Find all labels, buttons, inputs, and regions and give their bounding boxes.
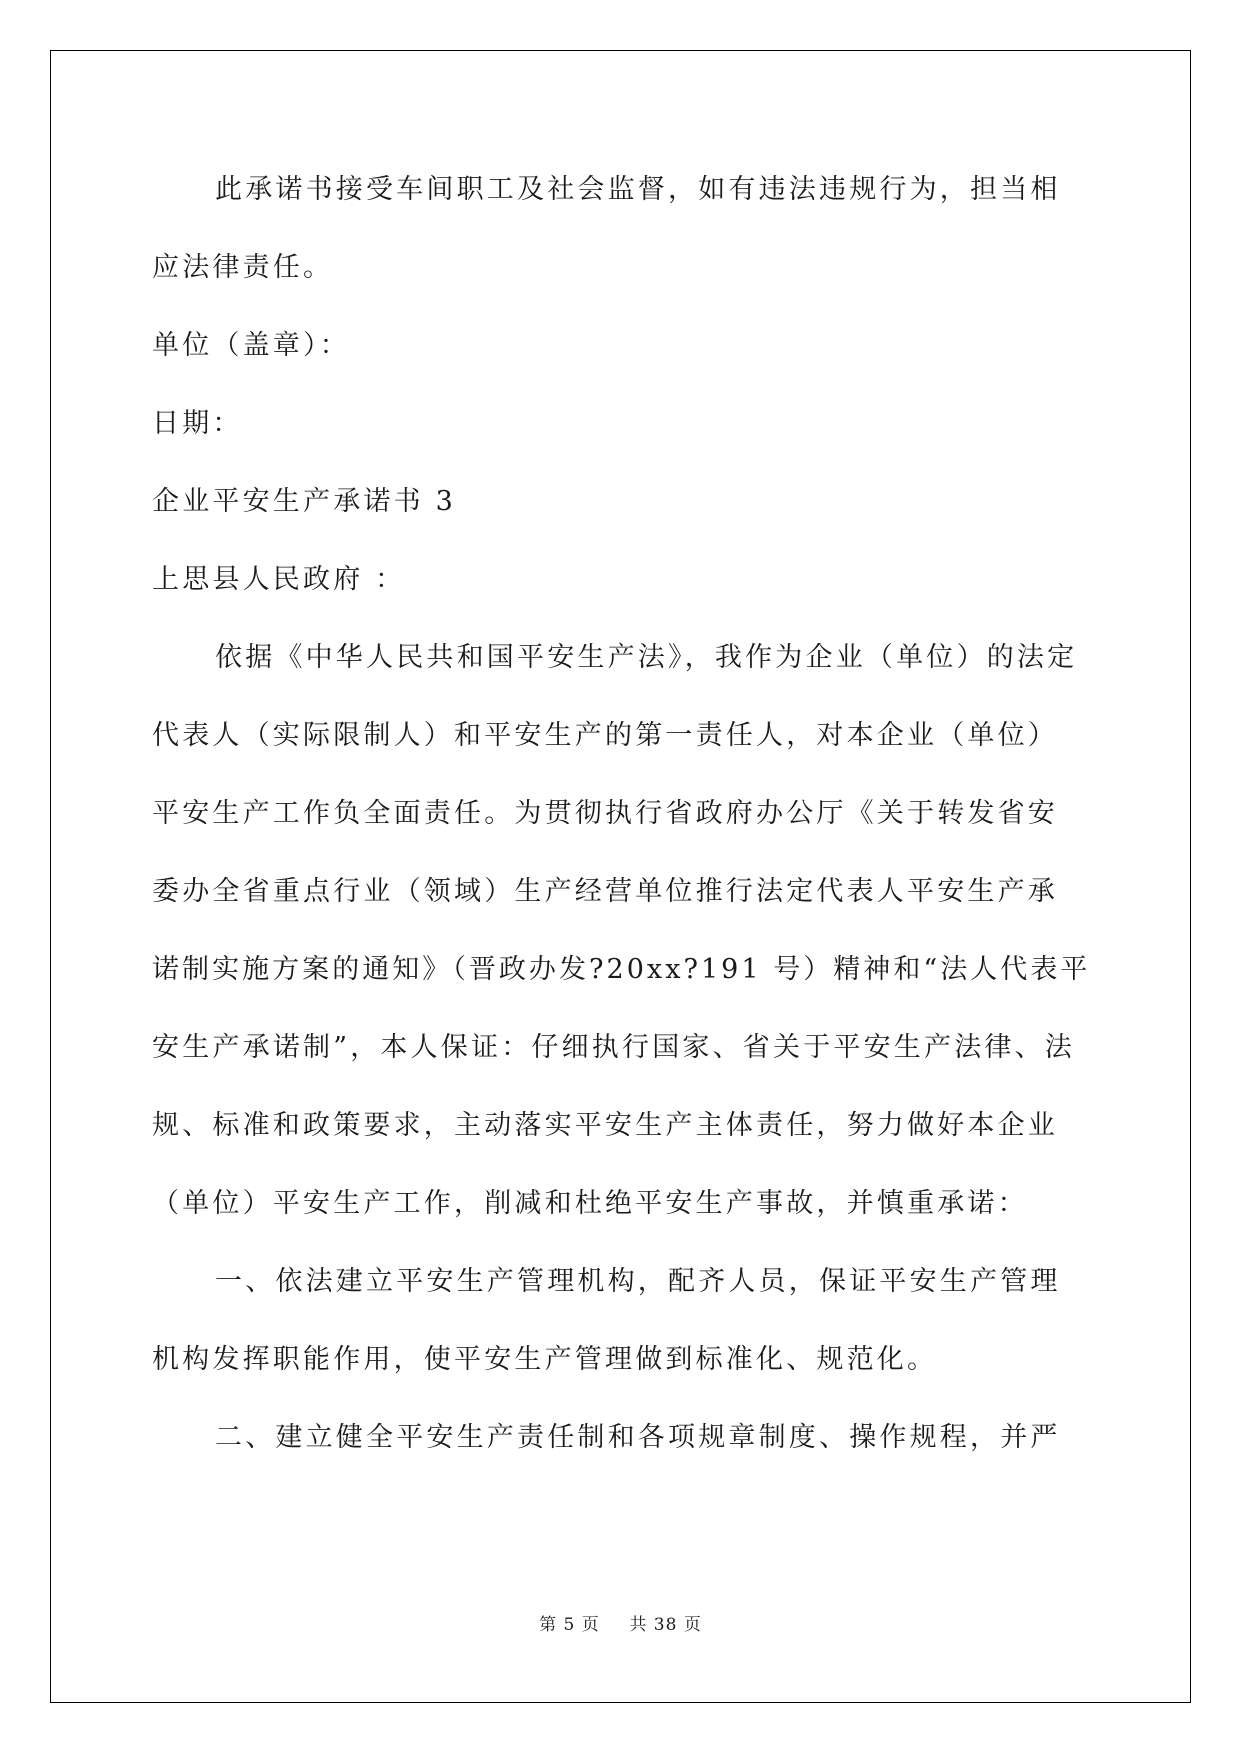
- paragraph-line: 委办全省重点行业（领域）生产经营单位推行法定代表人平安生产承: [152, 876, 1058, 907]
- paragraph-line: 此承诺书接受车间职工及社会监督，如有违法违规行为，担当相: [215, 174, 1061, 205]
- paragraph-line: 依据《中华人民共和国平安生产法》，我作为企业（单位）的法定: [215, 642, 1078, 673]
- section-title: 企业平安生产承诺书 3: [152, 486, 456, 517]
- paragraph-line: 规、标准和政策要求，主动落实平安生产主体责任，努力做好本企业: [152, 1110, 1058, 1141]
- paragraph-line: 应法律责任。: [152, 252, 334, 283]
- page-footer: [0, 1610, 1241, 1635]
- page-number: 第 5 页: [539, 1615, 600, 1635]
- paragraph-line: 诺制实施方案的通知》（晋政办发?20xx?191 号）精神和“法人代表平: [152, 954, 1091, 985]
- date-label: 日期：: [152, 408, 243, 439]
- page-total: 共 38 页: [629, 1615, 702, 1635]
- paragraph-line: （单位）平安生产工作，削减和杜绝平安生产事故，并慎重承诺：: [152, 1188, 1028, 1219]
- paragraph-line: 代表人（实际限制人）和平安生产的第一责任人，对本企业（单位）: [152, 720, 1058, 751]
- addressee: 上思县人民政府 ：: [152, 564, 406, 595]
- paragraph-line: 二、建立健全平安生产责任制和各项规章制度、操作规程，并严: [215, 1422, 1061, 1453]
- paragraph-line: 机构发挥职能作用，使平安生产管理做到标准化、规范化。: [152, 1344, 938, 1375]
- paragraph-line: 一、依法建立平安生产管理机构，配齐人员，保证平安生产管理: [215, 1266, 1061, 1297]
- paragraph-line: 安生产承诺制”，本人保证：仔细执行国家、省关于平安生产法律、法: [152, 1032, 1076, 1063]
- paragraph-line: 平安生产工作负全面责任。为贯彻执行省政府办公厅《关于转发省安: [152, 798, 1058, 829]
- unit-seal-label: 单位（盖章）：: [152, 330, 350, 361]
